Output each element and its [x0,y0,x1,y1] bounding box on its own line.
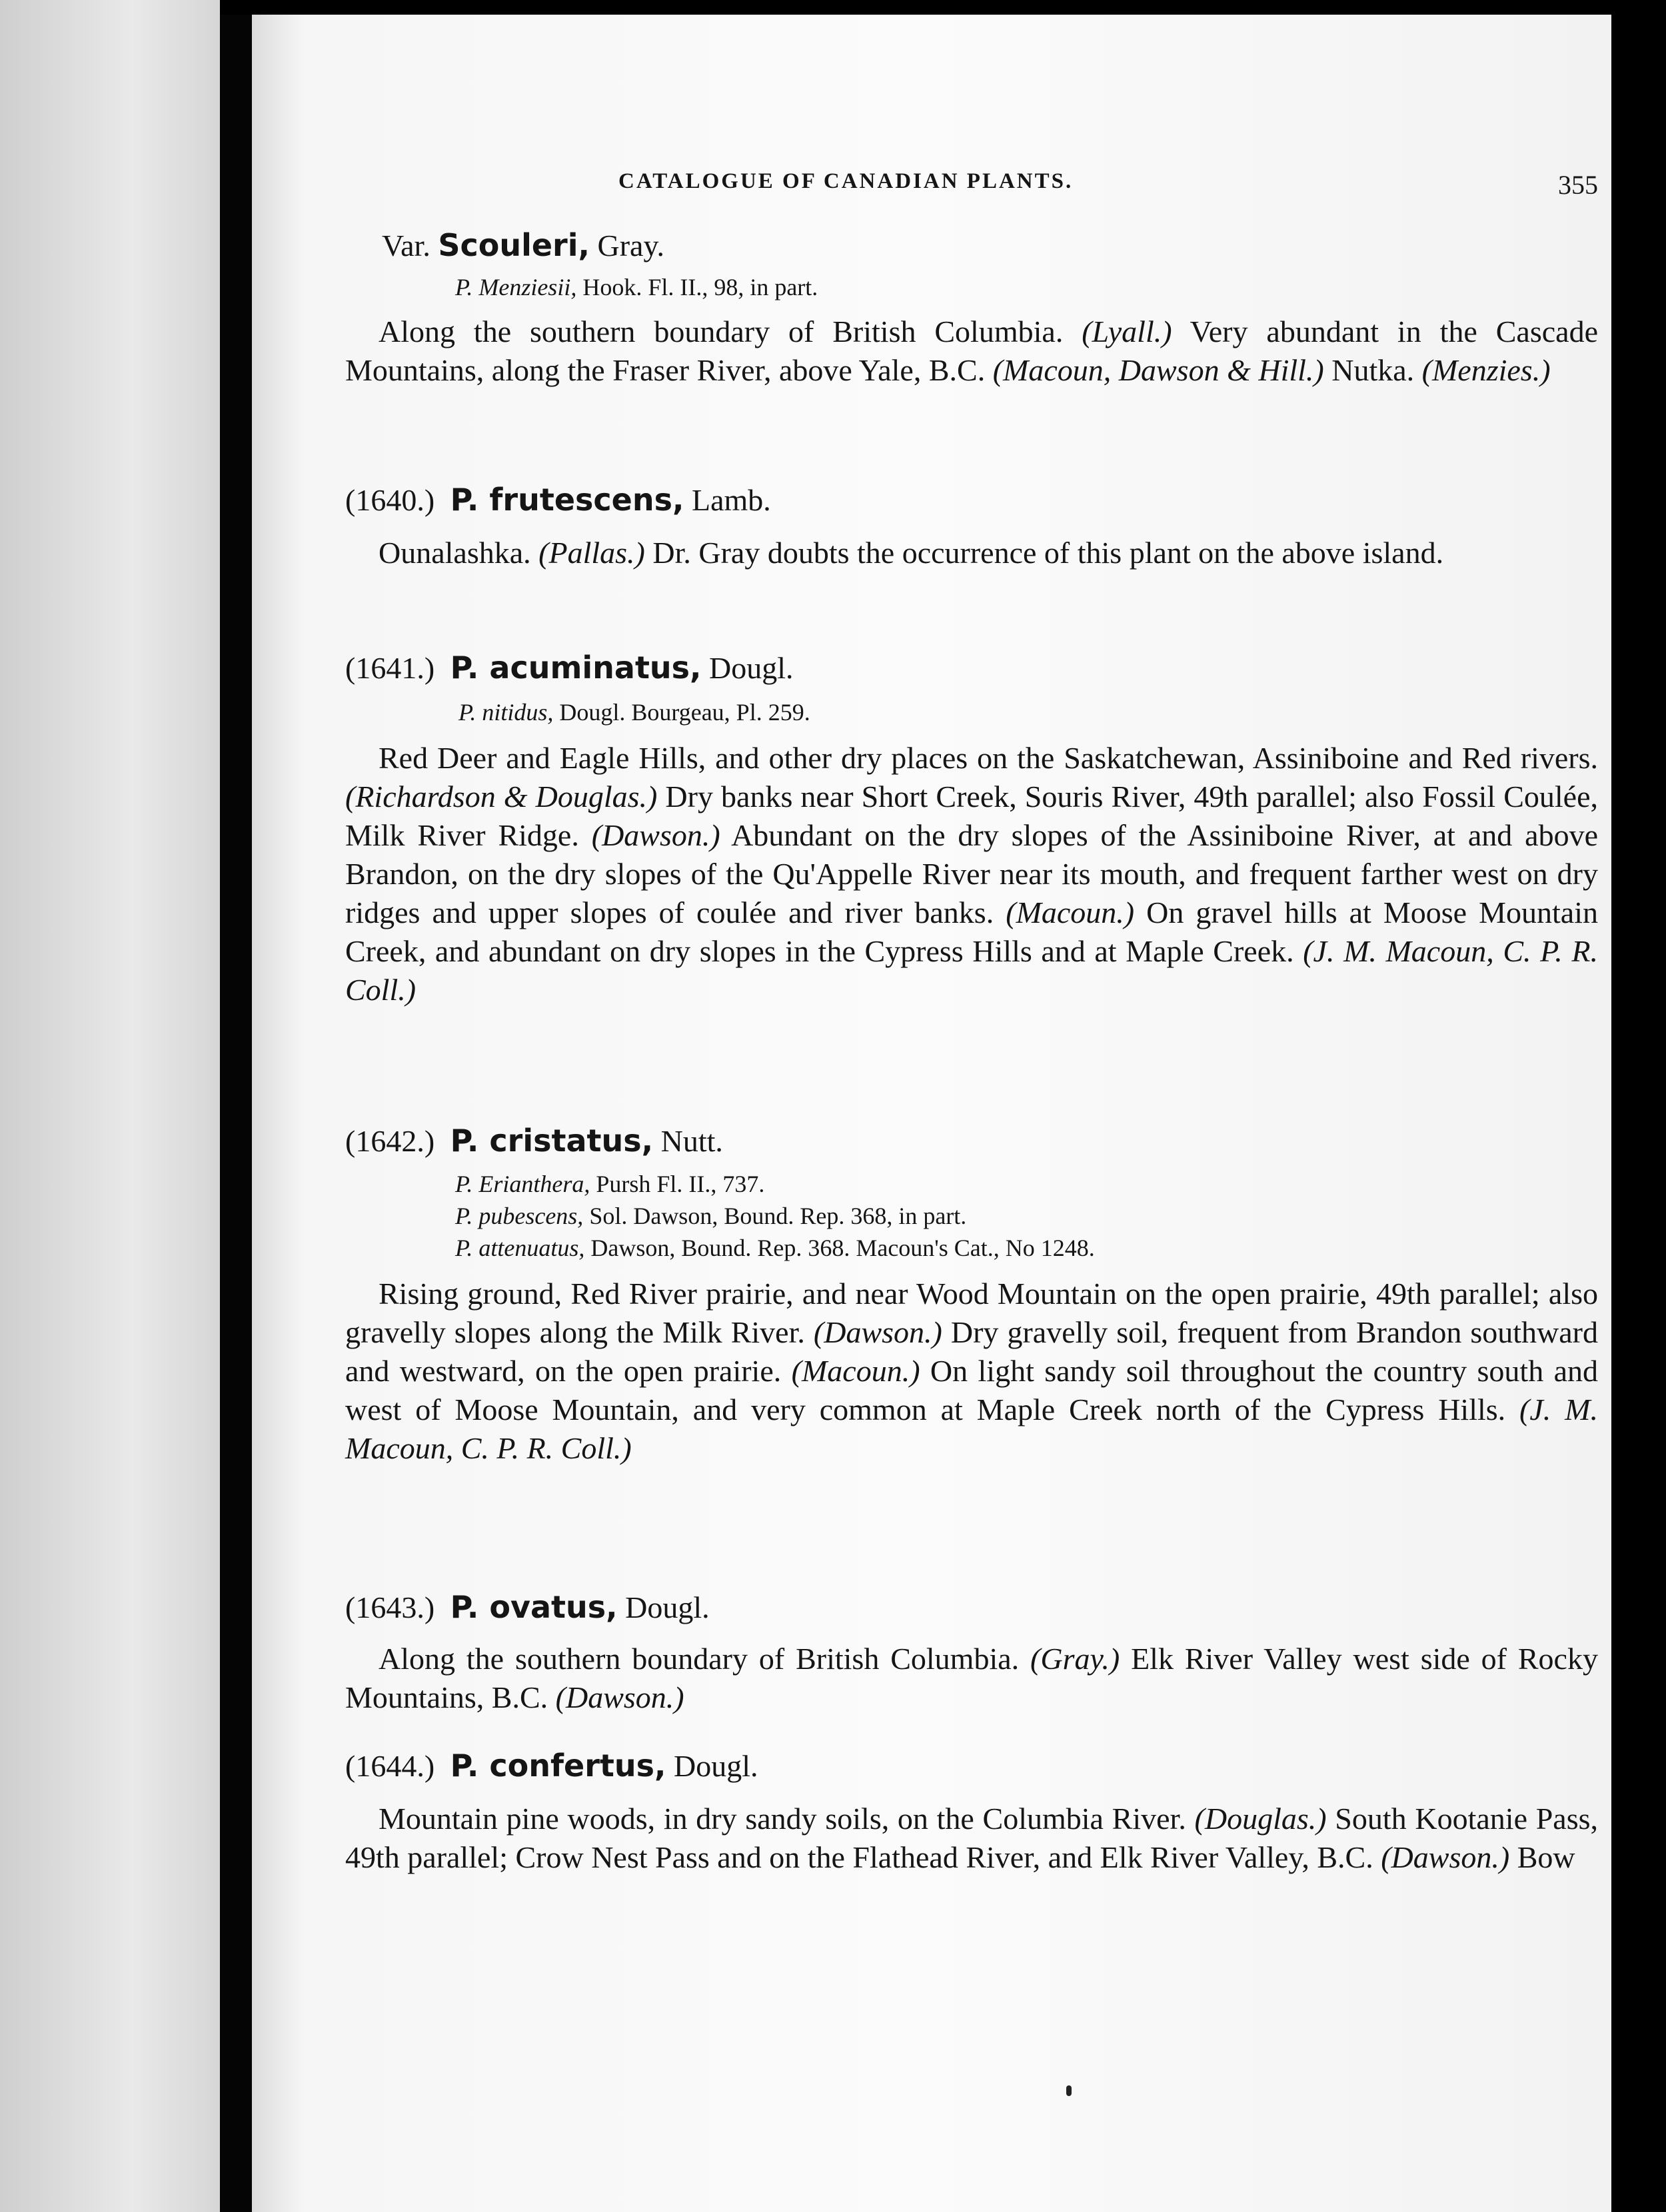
citation-text: (Dawson.) [1381,1840,1510,1874]
paragraph-text: Very abundant in the Cascade Mountains, along the Fraser River, above Yale, B.C. [345,314,1598,387]
entry-number: (1641.) [345,651,435,685]
citation-text: (Macoun.) [1006,895,1135,929]
paragraph-text: Abundant on the dry slopes of the Assiniboine River, at and above Brandon, on the dry slopes of the Qu'Appelle River near its mouth, and frequent farther west on dry ridges and upper slopes of coulée and river banks. [345,818,1598,929]
page-header [345,169,1598,209]
entry-number: (1644.) [345,1749,435,1783]
synonym-line [345,696,1598,728]
scan-border-top [220,0,1153,15]
citation-text: (J. M. Macoun, C. P. R. Coll.) [345,934,1598,1007]
species-author: Dougl. [709,651,794,685]
entry-paragraph [345,534,1598,572]
synonym-name: P. Erianthera, [455,1171,590,1197]
species-author: Nutt. [660,1124,723,1158]
paragraph-text: Ounalashka. [379,536,539,570]
citation-text: (Macoun.) [791,1354,920,1388]
entry-var-scouleri [345,227,1598,390]
citation-text: (Gray.) [1030,1642,1120,1676]
paragraph-text: Dry gravelly soil, frequent from Brandon southward and westward, on the open prairie. [345,1315,1598,1388]
entry-prefix: Var. [382,229,430,263]
book-gutter [220,0,252,2212]
entry-heading [345,1122,1598,1160]
facing-page-edge [0,0,220,2212]
citation-text: (Lyall.) [1082,314,1172,348]
paragraph-text: Rising ground, Red River prairie, and near Wood Mountain on the open prairie, 49th parallel; also gravelly slopes along the Milk River. [345,1277,1598,1349]
citation-text: (Menzies.) [1421,353,1551,387]
entry-heading [345,649,1598,687]
entry-1640-frutescens [345,481,1598,572]
synonym-ref: Hook. Fl. II., 98, in part. [582,274,818,300]
citation-text: (Douglas.) [1194,1802,1327,1836]
paragraph-text: On light sandy soil throughout the country south and west of Moose Mountain, and very common at Maple Creek north of the Cypress Hills. [345,1354,1598,1426]
synonym-ref: Sol. Dawson, Bound. Rep. 368, in part. [589,1203,967,1229]
entry-paragraph [345,739,1598,1009]
species-name: P. ovatus, [450,1589,618,1625]
entry-1643-ovatus [345,1588,1598,1717]
ink-speck [1066,2085,1072,2096]
entry-paragraph [345,312,1598,390]
entry-number: (1640.) [345,483,435,517]
citation-text: (Dawson.) [555,1680,684,1714]
species-name: Scouleri, [438,227,590,263]
paragraph-text: On gravel hills at Moose Mountain Creek, and abundant on dry slopes in the Cypress Hills and at Maple Creek. [345,895,1598,968]
species-name: P. acuminatus, [450,650,702,686]
scan-border-right [1611,0,1666,2212]
page-number: 355 [1558,170,1598,200]
paragraph-text: Mountain pine woods, in dry sandy soils, on the Columbia River. [379,1802,1195,1836]
synonym-ref: Pursh Fl. II., 737. [596,1171,765,1197]
species-author: Dougl. [674,1749,758,1783]
species-author: Dougl. [625,1590,710,1624]
entry-heading [345,227,1598,265]
paragraph-text: South Kootanie Pass, 49th parallel; Crow Nest Pass and on the Flathead River, and Elk River Valley, B.C. [345,1802,1598,1874]
species-name: P. confertus, [450,1748,666,1784]
entry-heading [345,1747,1598,1785]
synonym-ref: Dawson, Bound. Rep. 368. Macoun's Cat., No 1248. [590,1235,1095,1261]
synonym-name: P. nitidus, [458,699,554,726]
paragraph-text: Nutka. [1323,353,1422,387]
entry-1644-confertus [345,1747,1598,1877]
entry-paragraph [345,1275,1598,1468]
species-name: P. frutescens, [450,482,684,518]
citation-text: (Pallas.) [538,536,645,570]
book-page [252,15,1611,2212]
synonym-line [345,1232,1598,1264]
synonym-line [345,271,1598,303]
entry-heading [345,481,1598,519]
citation-text: (Dawson.) [813,1315,942,1349]
paragraph-text: Along the southern boundary of British Columbia. [379,314,1082,348]
paragraph-text: Along the southern boundary of British Columbia. [379,1642,1031,1676]
paragraph-text: Elk River Valley west side of Rocky Mountains, B.C. [345,1642,1598,1714]
synonym-ref: Dougl. Bourgeau, Pl. 259. [559,699,810,726]
entry-1642-cristatus [345,1122,1598,1468]
citation-text: (Macoun, Dawson & Hill.) [992,353,1324,387]
synonym-name: P. attenuatus, [455,1235,585,1261]
entry-heading [345,1588,1598,1626]
running-title: CATALOGUE OF CANADIAN PLANTS. [618,169,1074,193]
synonym-line [345,1200,1598,1232]
species-author: Gray. [597,229,664,263]
species-author: Lamb. [691,483,771,517]
paragraph-text: Dr. Gray doubts the occurrence of this plant on the above island. [644,536,1444,570]
paragraph-text: Dry banks near Short Creek, Souris River, 49th parallel; also Fossil Coulée, Milk River Ridge. [345,780,1598,852]
synonym-line [345,1168,1598,1200]
paragraph-text: Red Deer and Eagle Hills, and other dry places on the Saskatchewan, Assiniboine and Red rivers. [379,741,1598,775]
species-name: P. cristatus, [450,1123,654,1159]
entry-number: (1642.) [345,1124,435,1158]
entry-number: (1643.) [345,1590,435,1624]
citation-text: (Dawson.) [591,818,720,852]
synonym-name: P. pubescens, [455,1203,584,1229]
entry-paragraph [345,1800,1598,1877]
synonym-name: P. Menziesii, [455,274,577,300]
citation-text: (Richardson & Douglas.) [345,780,658,814]
paragraph-text: Bow [1509,1840,1575,1874]
citation-text: (J. M. Macoun, C. P. R. Coll.) [345,1392,1598,1465]
entry-paragraph [345,1640,1598,1717]
entry-1641-acuminatus [345,649,1598,1009]
